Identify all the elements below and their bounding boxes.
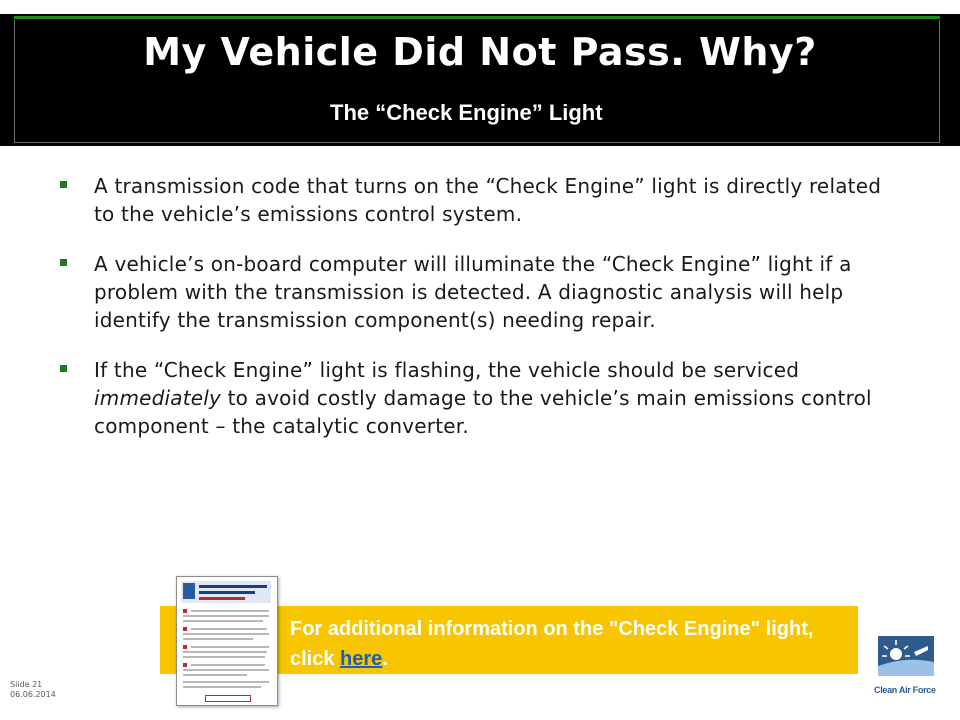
thumbnail-line: [183, 686, 261, 688]
slide-subtitle: The “Check Engine” Light: [330, 100, 603, 125]
slide-date: 06.06.2014: [10, 690, 56, 699]
thumbnail-line: [183, 633, 269, 635]
thumbnail-line: [183, 615, 269, 617]
bullet-text: A vehicle’s on-board computer will illuminate the “Check Engine” light if a problem with the transmission is detected. A diagnostic analysis will help identify the transmission component(s) needing repair.: [94, 252, 852, 332]
thumbnail-line: [191, 664, 265, 666]
clean-air-force-logo-icon: [874, 636, 940, 698]
banner-text-before: For additional information on the "Check Engine" light, click: [290, 618, 814, 670]
bullet-item-3: [60, 356, 900, 440]
thumbnail-line: [183, 674, 247, 676]
logo-name: Clean Air Force: [874, 685, 936, 695]
bullet-text-before: If the “Check Engine” light is flashing, the vehicle should be serviced: [94, 358, 800, 382]
bullet-item-1: [60, 172, 900, 228]
thumbnail-line: [183, 669, 269, 671]
square-bullet-icon: [60, 181, 67, 188]
bullet-text: A transmission code that turns on the “Check Engine” light is directly related to the vehicle’s emissions control system.: [94, 174, 882, 226]
thumbnail-red-bullet: [183, 663, 187, 667]
thumbnail-line: [191, 646, 269, 648]
square-bullet-icon: [60, 365, 67, 372]
thumbnail-line: [183, 620, 263, 622]
thumbnail-red-bullet: [183, 609, 187, 613]
thumbnail-line: [183, 651, 267, 653]
thumbnail-line: [183, 681, 269, 683]
thumbnail-line: [191, 628, 267, 630]
slide-number: Slide 21: [10, 680, 43, 689]
slide-title: My Vehicle Did Not Pass. Why?: [143, 30, 817, 74]
banner-text: [290, 614, 850, 674]
thumbnail-line: [183, 656, 265, 658]
thumbnail-red-bullet: [183, 645, 187, 649]
logo-mark: [878, 636, 934, 676]
thumbnail-title-line: [199, 585, 267, 588]
bullet-emphasis: immediately: [94, 386, 222, 410]
bullet-list: [60, 172, 900, 462]
thumbnail-logo: [183, 583, 195, 599]
thumbnail-line: [183, 638, 253, 640]
sun-road-icon: [878, 636, 934, 676]
thumbnail-line: [191, 610, 269, 612]
slide-footer: [10, 680, 56, 700]
thumbnail-title-line: [199, 591, 255, 594]
bullet-text-after: to avoid costly damage to the vehicle’s main emissions control component – the catalytic converter.: [94, 386, 872, 438]
square-bullet-icon: [60, 259, 67, 266]
here-link[interactable]: here: [340, 648, 383, 670]
banner-text-after: .: [382, 648, 388, 670]
thumbnail-red-bullet: [183, 627, 187, 631]
thumbnail-title-line: [199, 597, 245, 600]
bullet-item-2: [60, 250, 900, 334]
document-thumbnail-icon[interactable]: [176, 576, 278, 706]
thumbnail-footer: [205, 695, 251, 702]
